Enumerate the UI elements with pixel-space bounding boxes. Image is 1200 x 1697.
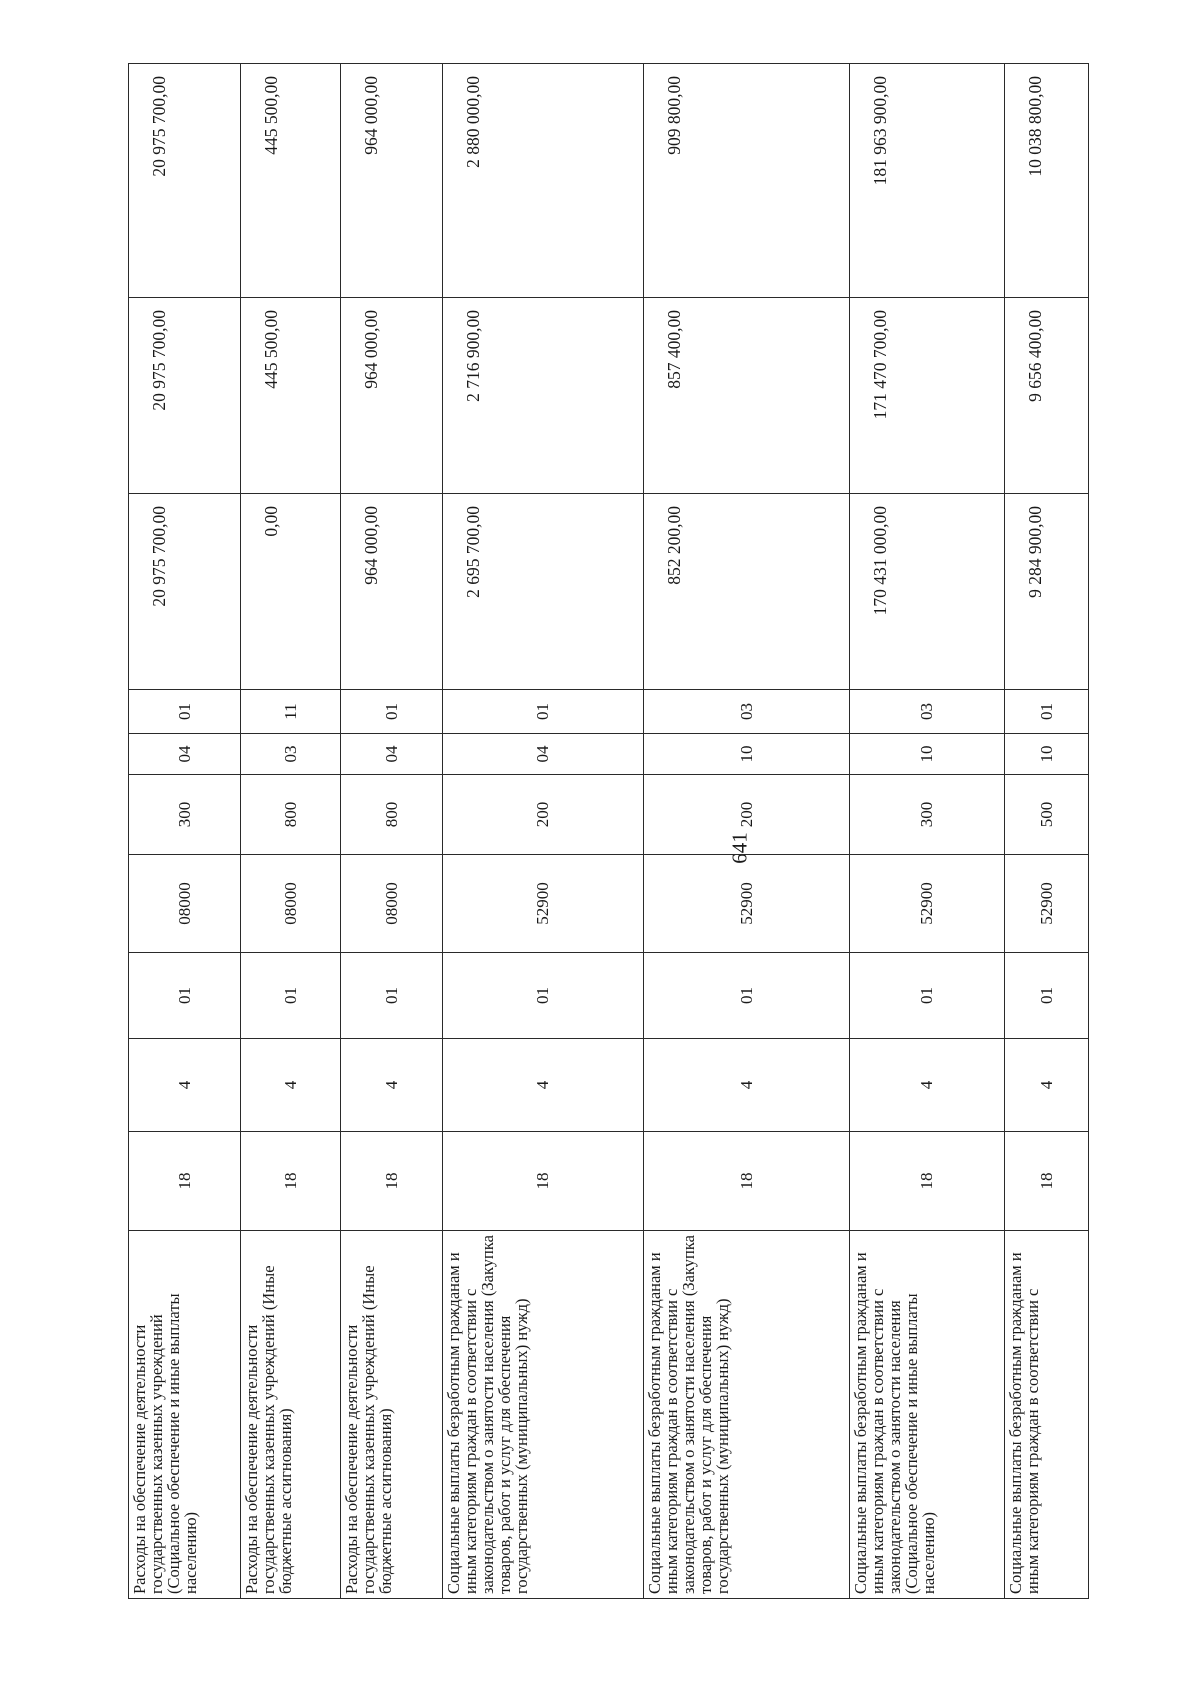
amount-cell: 445 500,00: [241, 64, 341, 298]
code-cell: 08000: [241, 855, 341, 953]
amount-cell: 2 695 700,00: [443, 494, 644, 690]
row-description: Социальные выплаты безработным гражданам и иным категориям граждан в соответствии с: [1005, 1231, 1089, 1599]
amount-cell: 0,00: [241, 494, 341, 690]
code-cell: 18: [341, 1132, 443, 1231]
code-cell: 52900: [850, 855, 1005, 953]
code-cell: 52900: [1005, 855, 1089, 953]
code-cell: 03: [241, 734, 341, 775]
code-cell: 01: [129, 690, 241, 734]
amount-cell: 964 000,00: [341, 494, 443, 690]
code-cell: 11: [241, 690, 341, 734]
row-description: Расходы на обеспечение деятельности государственных казенных учреждений (Иные бюджетные ассигнования): [241, 1231, 341, 1599]
code-cell: 04: [443, 734, 644, 775]
code-cell: 10: [644, 734, 850, 775]
amount-cell: 20 975 700,00: [129, 64, 241, 298]
code-cell: 08000: [341, 855, 443, 953]
amount-cell: 445 500,00: [241, 298, 341, 494]
code-cell: 300: [850, 775, 1005, 855]
code-cell: 18: [443, 1132, 644, 1231]
page-number: 641: [727, 832, 752, 864]
amount-cell: 2 880 000,00: [443, 64, 644, 298]
code-cell: 4: [341, 1039, 443, 1132]
amount-cell: 964 000,00: [341, 298, 443, 494]
code-cell: 4: [850, 1039, 1005, 1132]
code-cell: 18: [129, 1132, 241, 1231]
row-description: Социальные выплаты безработным гражданам и иным категориям граждан в соответствии с законодательством о занятости населения (Закупка товаров, работ и услуг для обеспечения государственных (муниципальных) нужд): [443, 1231, 644, 1599]
code-cell: 08000: [129, 855, 241, 953]
code-cell: 01: [1005, 953, 1089, 1039]
amount-cell: 20 975 700,00: [129, 494, 241, 690]
amount-cell: 852 200,00: [644, 494, 850, 690]
code-cell: 300: [129, 775, 241, 855]
code-cell: 01: [1005, 690, 1089, 734]
table-row: [241, 64, 341, 1599]
amount-cell: 2 716 900,00: [443, 298, 644, 494]
code-cell: 4: [443, 1039, 644, 1132]
code-cell: 01: [129, 953, 241, 1039]
amount-cell: 20 975 700,00: [129, 298, 241, 494]
code-cell: 03: [850, 690, 1005, 734]
code-cell: 18: [850, 1132, 1005, 1231]
code-cell: 18: [241, 1132, 341, 1231]
code-cell: 4: [129, 1039, 241, 1132]
code-cell: 52900: [644, 855, 850, 953]
code-cell: 01: [443, 690, 644, 734]
amount-cell: 181 963 900,00: [850, 64, 1005, 298]
row-description: Расходы на обеспечение деятельности государственных казенных учреждений (Социальное обеспечение и иные выплаты населению): [129, 1231, 241, 1599]
rotated-table-frame: [128, 64, 1088, 1599]
amount-cell: 9 284 900,00: [1005, 494, 1089, 690]
code-cell: 800: [241, 775, 341, 855]
amount-cell: 9 656 400,00: [1005, 298, 1089, 494]
code-cell: 10: [850, 734, 1005, 775]
code-cell: 4: [1005, 1039, 1089, 1132]
code-cell: 01: [341, 953, 443, 1039]
code-cell: 01: [644, 953, 850, 1039]
row-description: Социальные выплаты безработным гражданам и иным категориям граждан в соответствии с законодательством о занятости населения (Социальное обеспечение и иные выплаты населению): [850, 1231, 1005, 1599]
code-cell: 01: [241, 953, 341, 1039]
amount-cell: 170 431 000,00: [850, 494, 1005, 690]
table-row: [129, 64, 241, 1599]
code-cell: 800: [341, 775, 443, 855]
row-description: Расходы на обеспечение деятельности государственных казенных учреждений (Иные бюджетные ассигнования): [341, 1231, 443, 1599]
table-row: [443, 64, 644, 1599]
code-cell: 04: [129, 734, 241, 775]
amount-cell: 10 038 800,00: [1005, 64, 1089, 298]
table-row: [850, 64, 1005, 1599]
amount-cell: 857 400,00: [644, 298, 850, 494]
code-cell: 200: [644, 775, 850, 855]
amount-cell: 909 800,00: [644, 64, 850, 298]
code-cell: 200: [443, 775, 644, 855]
table-row: [644, 64, 850, 1599]
row-description: Социальные выплаты безработным гражданам и иным категориям граждан в соответствии с законодательством о занятости населения (Закупка товаров, работ и услуг для обеспечения государственных (муниципальных) нужд): [644, 1231, 850, 1599]
code-cell: 03: [644, 690, 850, 734]
table-row: [1005, 64, 1089, 1599]
code-cell: 18: [1005, 1132, 1089, 1231]
amount-cell: 171 470 700,00: [850, 298, 1005, 494]
code-cell: 4: [241, 1039, 341, 1132]
budget-table: [128, 63, 1089, 1599]
table-row: [341, 64, 443, 1599]
code-cell: 01: [850, 953, 1005, 1039]
code-cell: 18: [644, 1132, 850, 1231]
code-cell: 04: [341, 734, 443, 775]
code-cell: 52900: [443, 855, 644, 953]
code-cell: 01: [341, 690, 443, 734]
amount-cell: 964 000,00: [341, 64, 443, 298]
code-cell: 500: [1005, 775, 1089, 855]
code-cell: 4: [644, 1039, 850, 1132]
code-cell: 10: [1005, 734, 1089, 775]
code-cell: 01: [443, 953, 644, 1039]
